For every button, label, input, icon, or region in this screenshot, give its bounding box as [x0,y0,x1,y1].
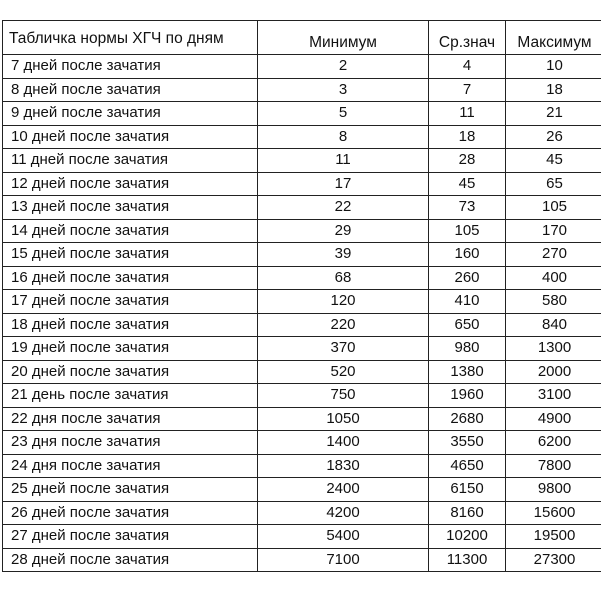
row-label-cell: 15 дней после зачатия [3,243,258,267]
table-row [3,501,601,525]
row-min-cell: 520 [258,360,429,384]
row-max-cell: 26 [506,125,601,149]
row-min-cell: 5 [258,102,429,126]
row-avg-cell: 1380 [429,360,506,384]
row-avg-cell: 4 [429,55,506,79]
row-label-cell: 13 дней после зачатия [3,196,258,220]
header-row [3,21,601,55]
table-row [3,55,601,79]
table-row [3,219,601,243]
row-avg-cell: 45 [429,172,506,196]
row-max-cell: 400 [506,266,601,290]
row-avg-cell: 2680 [429,407,506,431]
row-min-cell: 1400 [258,431,429,455]
row-avg-cell: 260 [429,266,506,290]
row-min-cell: 2400 [258,478,429,502]
row-min-cell: 220 [258,313,429,337]
row-label-cell: 7 дней после зачатия [3,55,258,79]
table-body [3,21,601,572]
row-avg-cell: 1960 [429,384,506,408]
row-max-cell: 3100 [506,384,601,408]
row-max-cell: 27300 [506,548,601,572]
row-min-cell: 39 [258,243,429,267]
table-row [3,407,601,431]
row-min-cell: 4200 [258,501,429,525]
row-min-cell: 2 [258,55,429,79]
row-max-cell: 105 [506,196,601,220]
row-avg-cell: 11 [429,102,506,126]
row-avg-cell: 28 [429,149,506,173]
row-max-cell: 65 [506,172,601,196]
table-row [3,360,601,384]
row-avg-cell: 11300 [429,548,506,572]
row-label-cell: 10 дней после зачатия [3,125,258,149]
row-max-cell: 15600 [506,501,601,525]
row-avg-cell: 105 [429,219,506,243]
row-avg-cell: 10200 [429,525,506,549]
row-avg-cell: 410 [429,290,506,314]
row-max-cell: 18 [506,78,601,102]
table-row [3,196,601,220]
row-label-cell: 25 дней после зачатия [3,478,258,502]
header-cell-title: Табличка нормы ХГЧ по дням [3,21,258,55]
row-avg-cell: 8160 [429,501,506,525]
row-min-cell: 7100 [258,548,429,572]
row-label-cell: 11 дней после зачатия [3,149,258,173]
row-max-cell: 840 [506,313,601,337]
row-min-cell: 370 [258,337,429,361]
table-row [3,266,601,290]
row-max-cell: 9800 [506,478,601,502]
header-cell-max: Максимум [506,21,601,55]
table-row [3,313,601,337]
row-min-cell: 1050 [258,407,429,431]
row-label-cell: 16 дней после зачатия [3,266,258,290]
row-max-cell: 45 [506,149,601,173]
table-row [3,125,601,149]
row-min-cell: 22 [258,196,429,220]
row-label-cell: 28 дней после зачатия [3,548,258,572]
row-label-cell: 8 дней после зачатия [3,78,258,102]
row-max-cell: 4900 [506,407,601,431]
row-max-cell: 21 [506,102,601,126]
table-row [3,384,601,408]
table-row [3,525,601,549]
row-max-cell: 1300 [506,337,601,361]
row-min-cell: 120 [258,290,429,314]
row-label-cell: 17 дней после зачатия [3,290,258,314]
row-avg-cell: 4650 [429,454,506,478]
row-avg-cell: 6150 [429,478,506,502]
row-min-cell: 8 [258,125,429,149]
row-label-cell: 21 день после зачатия [3,384,258,408]
table-row [3,243,601,267]
row-min-cell: 11 [258,149,429,173]
table-row [3,478,601,502]
table-row [3,102,601,126]
row-label-cell: 26 дней после зачатия [3,501,258,525]
table-row [3,431,601,455]
row-max-cell: 580 [506,290,601,314]
table-row [3,290,601,314]
header-cell-min: Минимум [258,21,429,55]
row-label-cell: 14 дней после зачатия [3,219,258,243]
row-min-cell: 3 [258,78,429,102]
row-max-cell: 270 [506,243,601,267]
row-label-cell: 12 дней после зачатия [3,172,258,196]
hcg-norms-table [2,20,601,572]
header-cell-avg: Ср.знач [429,21,506,55]
row-max-cell: 7800 [506,454,601,478]
row-max-cell: 19500 [506,525,601,549]
row-label-cell: 23 дня после зачатия [3,431,258,455]
row-label-cell: 22 дня после зачатия [3,407,258,431]
row-min-cell: 1830 [258,454,429,478]
row-min-cell: 68 [258,266,429,290]
table-row [3,337,601,361]
row-min-cell: 17 [258,172,429,196]
row-min-cell: 29 [258,219,429,243]
row-label-cell: 19 дней после зачатия [3,337,258,361]
row-max-cell: 10 [506,55,601,79]
row-label-cell: 18 дней после зачатия [3,313,258,337]
table-row [3,548,601,572]
row-avg-cell: 7 [429,78,506,102]
sheet-top-margin [0,0,601,20]
table-row [3,454,601,478]
table-row [3,149,601,173]
row-avg-cell: 160 [429,243,506,267]
row-label-cell: 27 дней после зачатия [3,525,258,549]
row-avg-cell: 3550 [429,431,506,455]
row-max-cell: 170 [506,219,601,243]
row-min-cell: 5400 [258,525,429,549]
table-row [3,78,601,102]
row-avg-cell: 73 [429,196,506,220]
table-row [3,172,601,196]
row-avg-cell: 980 [429,337,506,361]
row-label-cell: 9 дней после зачатия [3,102,258,126]
row-avg-cell: 650 [429,313,506,337]
row-avg-cell: 18 [429,125,506,149]
row-max-cell: 6200 [506,431,601,455]
row-max-cell: 2000 [506,360,601,384]
row-label-cell: 20 дней после зачатия [3,360,258,384]
row-min-cell: 750 [258,384,429,408]
row-label-cell: 24 дня после зачатия [3,454,258,478]
